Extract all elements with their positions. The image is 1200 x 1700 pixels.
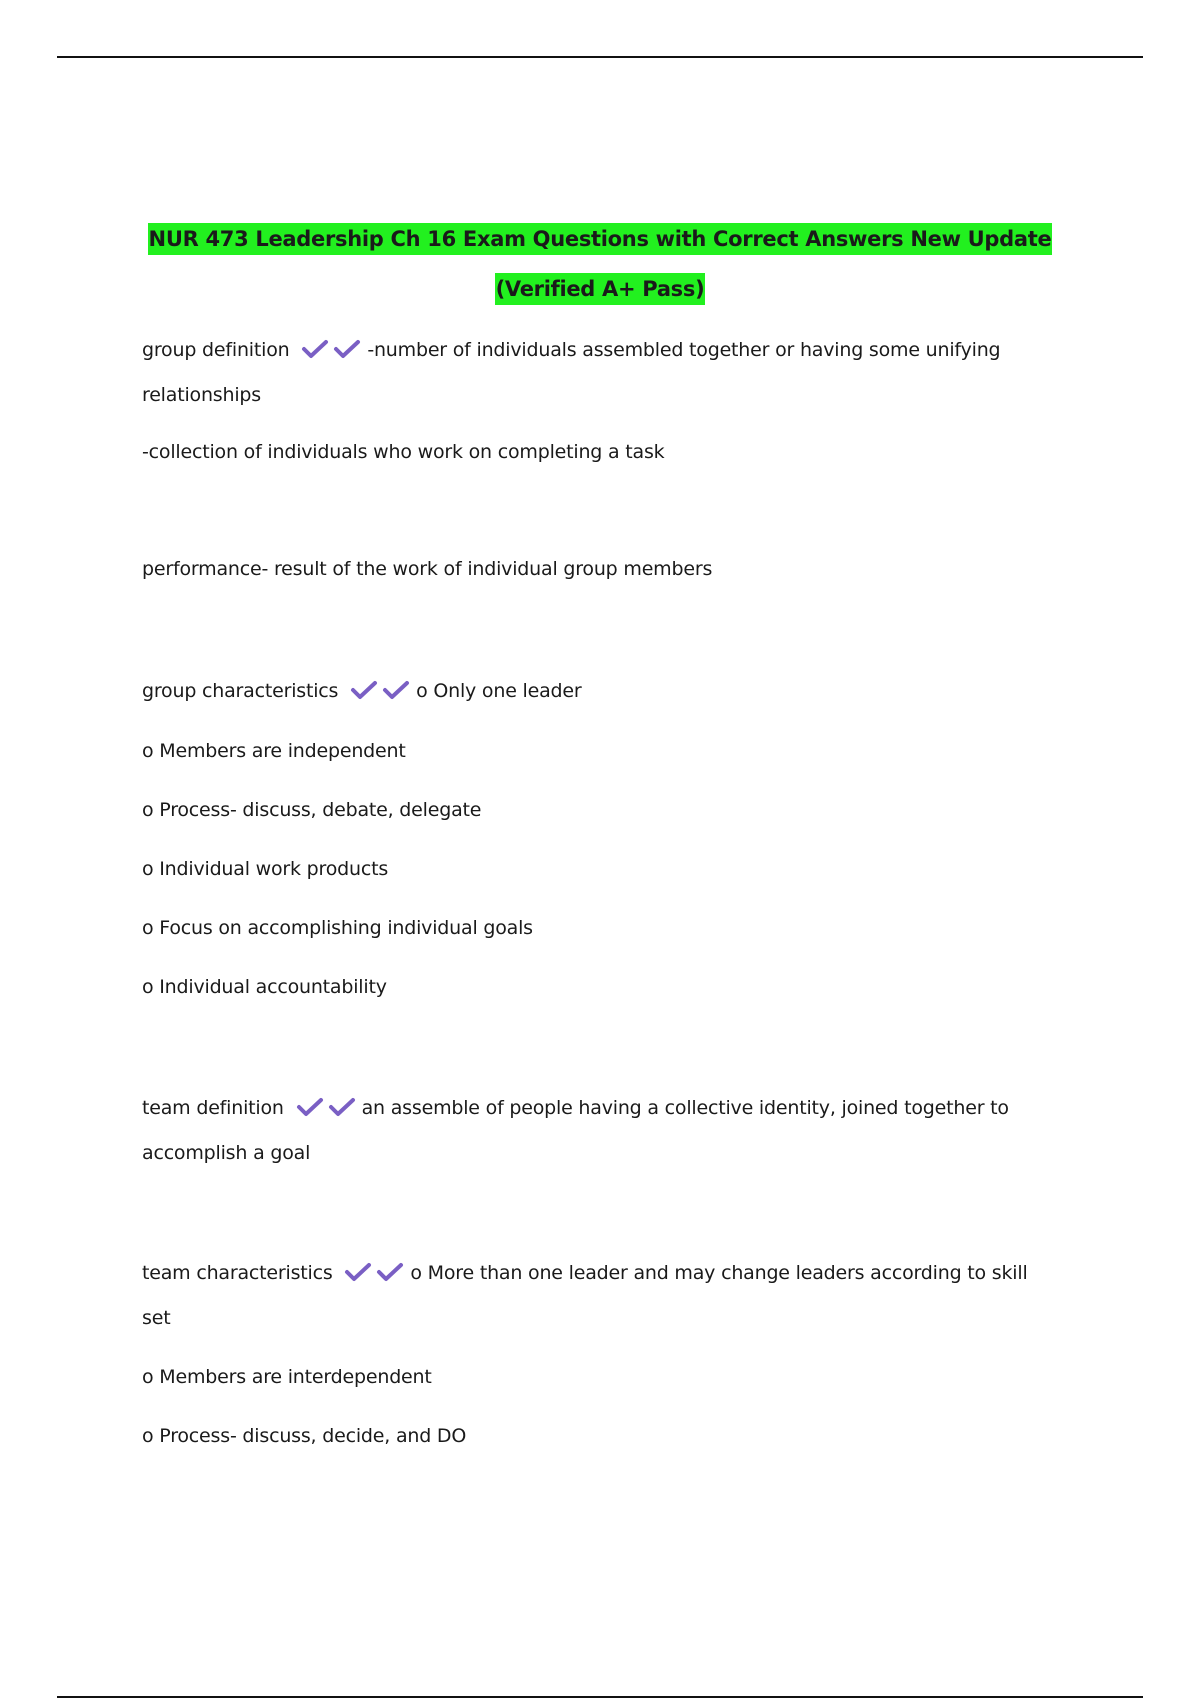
list-item: o Process- discuss, decide, and DO (142, 1425, 467, 1447)
term: team definition (142, 1097, 284, 1119)
answer: -number of individuals assembled together or having some unifying (367, 339, 1001, 361)
document-title (100, 214, 1100, 314)
list-item: o Process- discuss, debate, delegate (142, 799, 482, 821)
answer: o Only one leader (416, 680, 582, 702)
term: group definition (142, 339, 290, 361)
double-check-icon (344, 1262, 408, 1284)
list-item: o Individual work products (142, 858, 389, 880)
answer-line: performance- result of the work of individual group members (142, 558, 713, 580)
double-check-icon (350, 680, 414, 702)
list-item: o Focus on accomplishing individual goals (142, 917, 533, 939)
answer-line: -collection of individuals who work on completing a task (142, 441, 665, 463)
answer-continuation: relationships (142, 384, 261, 406)
entry-group-characteristics (142, 669, 1062, 714)
list-item: o Members are interdependent (142, 1366, 432, 1388)
term: group characteristics (142, 680, 339, 702)
entry-team-characteristics (142, 1251, 1062, 1296)
term: team characteristics (142, 1262, 333, 1284)
entry-team-definition (142, 1086, 1062, 1131)
double-check-icon (296, 1097, 360, 1119)
double-check-icon (301, 339, 365, 361)
list-item: o Individual accountability (142, 976, 387, 998)
answer: o More than one leader and may change leaders according to skill (410, 1262, 1028, 1284)
entry-group-definition (142, 328, 1062, 373)
list-item: o Members are independent (142, 740, 406, 762)
answer-continuation: set (142, 1307, 171, 1329)
header-rule (57, 56, 1143, 58)
title-line-2: (Verified A+ Pass) (495, 273, 706, 305)
answer-continuation: accomplish a goal (142, 1142, 311, 1164)
title-line-1: NUR 473 Leadership Ch 16 Exam Questions with Correct Answers New Update (148, 223, 1053, 255)
footer-rule (57, 1696, 1143, 1698)
answer: an assemble of people having a collective identity, joined together to (361, 1097, 1009, 1119)
